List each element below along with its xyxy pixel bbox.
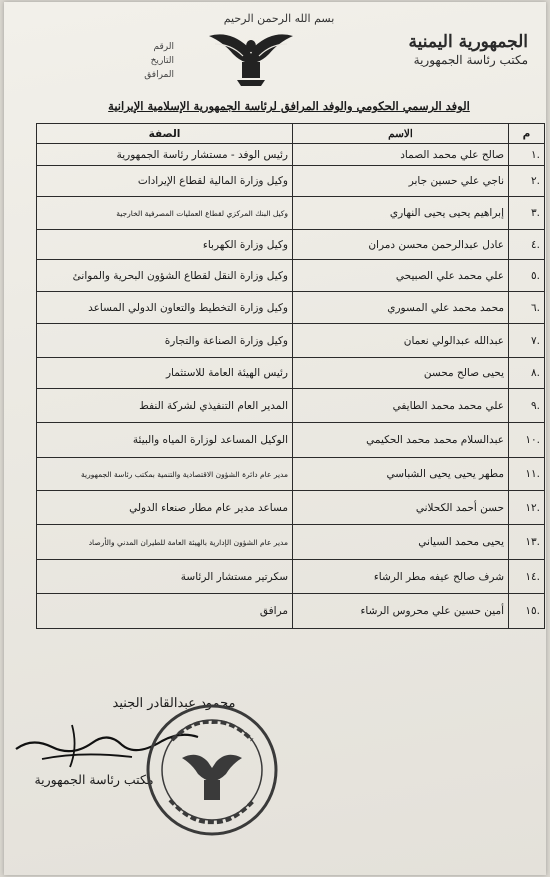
member-name: يحيى صالح محسن (293, 358, 509, 389)
member-name: عبدالسلام محمد محمد الحكيمي (293, 423, 509, 458)
ref-label: الرقم (153, 42, 174, 52)
member-name: إبراهيم يحيى يحيى النهاري (293, 197, 509, 230)
member-role: سكرتير مستشار الرئاسة (37, 560, 293, 594)
member-name: محمد محمد علي المسوري (293, 292, 509, 324)
table-row (37, 560, 545, 594)
table-header-row (37, 124, 545, 144)
row-number: .٤ (509, 230, 545, 260)
row-number: .١١ (509, 458, 545, 491)
member-name: علي محمد علي الصبيحي (293, 260, 509, 292)
header-name: الاسم (293, 124, 509, 144)
office-name: مكتب رئاسة الجمهورية (413, 53, 528, 67)
member-role: مساعد مدير عام مطار صنعاء الدولي (37, 491, 293, 525)
member-role: وكيل وزارة الصناعة والتجارة (37, 324, 293, 358)
member-name: صالح علي محمد الصماد (293, 144, 509, 166)
letterhead-right (378, 32, 528, 68)
table-row (37, 144, 545, 166)
row-number: .١٤ (509, 560, 545, 594)
member-role: المدير العام التنفيذي لشركة النفط (37, 389, 293, 423)
member-role: الوكيل المساعد لوزارة المياه والبيئة (37, 423, 293, 458)
member-role: وكيل وزارة التخطيط والتعاون الدولي المساعد (37, 292, 293, 324)
table-row (37, 389, 545, 423)
basmala: بسم الله الرحمن الرحيم (223, 12, 335, 25)
header-role: الصفة (37, 124, 293, 144)
date-label: التاريخ (150, 56, 174, 66)
document-page (4, 2, 546, 875)
row-number: .١٣ (509, 525, 545, 560)
member-name: مطهر يحيى يحيى الشباسي (293, 458, 509, 491)
table-row (37, 458, 545, 491)
attachments-label: المرافق (144, 70, 174, 80)
delegation-table (36, 123, 545, 629)
table-row (37, 594, 545, 629)
member-role: مدير عام الشؤون الإدارية بالهيئة العامة للطيران المدني والأرصاد (37, 525, 293, 560)
table-row (37, 197, 545, 230)
table-row (37, 358, 545, 389)
official-stamp-icon (142, 700, 282, 840)
table-row (37, 491, 545, 525)
member-role: مرافق (37, 594, 293, 629)
table-row (37, 324, 545, 358)
member-role: وكيل وزارة النقل لقطاع الشؤون البحرية والموانئ (37, 260, 293, 292)
signatory-name: محمود عبدالقادر الجنيد (112, 696, 236, 711)
member-role: وكيل وزارة الكهرباء (37, 230, 293, 260)
member-role: رئيس الهيئة العامة للاستثمار (37, 358, 293, 389)
table-row (37, 230, 545, 260)
row-number: .١ (509, 144, 545, 166)
republic-name: الجمهورية اليمنية (408, 32, 528, 52)
row-number: .٦ (509, 292, 545, 324)
member-name: أمين حسين علي محروس الرشاء (293, 594, 509, 629)
member-role: مدير عام دائرة الشؤون الاقتصادية والتنمية بمكتب رئاسة الجمهورية (37, 458, 293, 491)
row-number: .٢ (509, 166, 545, 197)
row-number: .٥ (509, 260, 545, 292)
row-number: .١٢ (509, 491, 545, 525)
table-row (37, 525, 545, 560)
row-number: .٨ (509, 358, 545, 389)
member-name: عبدالله عبدالولي نعمان (293, 324, 509, 358)
member-role: رئيس الوفد - مستشار رئاسة الجمهورية (37, 144, 293, 166)
row-number: .١٥ (509, 594, 545, 629)
member-name: عادل عبدالرحمن محسن دمران (293, 230, 509, 260)
member-name: شرف صالح عيفه مطر الرشاء (293, 560, 509, 594)
member-role: وكيل البنك المركزي لقطاع العمليات المصرفية الخارجية (37, 197, 293, 230)
member-name: ناجي علي حسين جابر (293, 166, 509, 197)
document-title: الوفد الرسمي الحكومي والوفد المرافق لرئاسة الجمهورية الإسلامية الإيرانية (108, 99, 470, 113)
member-role: وكيل وزارة المالية لقطاع الإيرادات (37, 166, 293, 197)
row-number: .٩ (509, 389, 545, 423)
header-num: م (509, 124, 545, 144)
letterhead-left (94, 40, 174, 82)
row-number: .٧ (509, 324, 545, 358)
signatory-office: مكتب رئاسة الجمهورية (34, 772, 154, 787)
table-row (37, 166, 545, 197)
member-name: يحيى محمد السياني (293, 525, 509, 560)
member-name: حسن أحمد الكحلاني (293, 491, 509, 525)
table-row (37, 292, 545, 324)
table-row (37, 260, 545, 292)
row-number: .٣ (509, 197, 545, 230)
eagle-emblem-icon (207, 24, 295, 90)
row-number: .١٠ (509, 423, 545, 458)
member-name: علي محمد محمد الطايفي (293, 389, 509, 423)
table-row (37, 423, 545, 458)
